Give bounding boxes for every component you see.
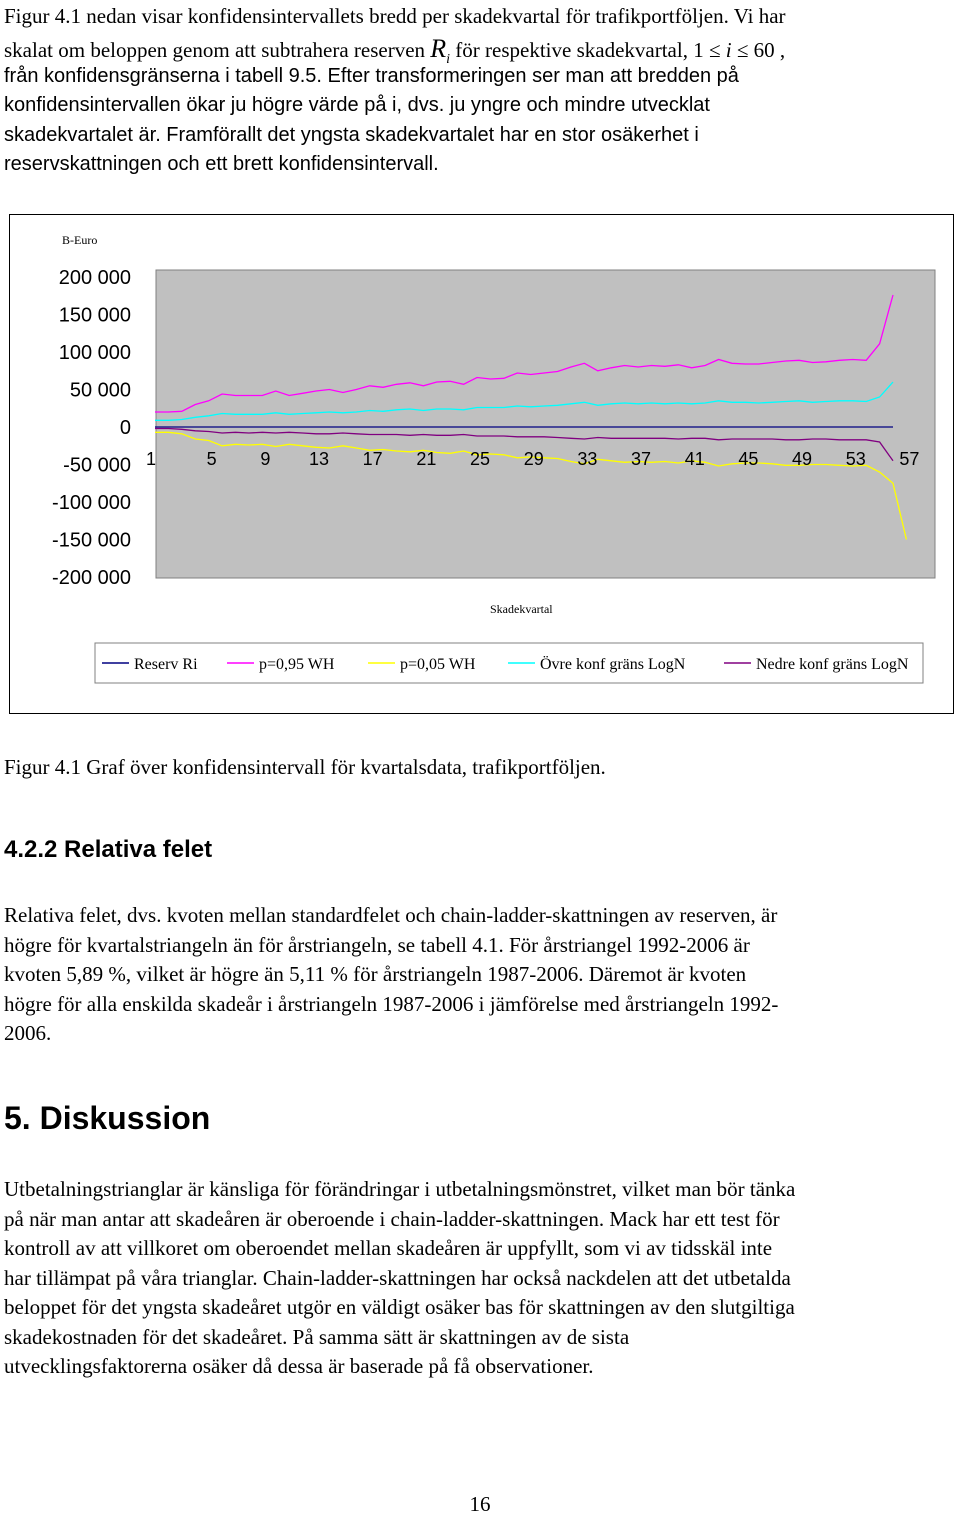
intro-paragraph	[4, 2, 958, 180]
x-tick-label: 33	[577, 449, 598, 469]
y-tick-label: 150 000	[58, 304, 131, 327]
y-tick-label: -100 000	[52, 492, 131, 514]
x-tick-label: 29	[523, 449, 544, 469]
s422-line-4: högre för alla enskilda skadeår i årstriangeln 1987-2006 i jämförelse med årstriangeln 1992-	[4, 991, 779, 1016]
legend-label: p=0,95 WH	[259, 656, 335, 673]
legend-label: p=0,05 WH	[400, 656, 476, 673]
intro-line-1: Figur 4.1 nedan visar konfidensintervallets bredd per skadekvartal för trafikportföljen. Vi har	[4, 4, 786, 28]
x-tick-label: 57	[899, 449, 920, 469]
legend-label: Nedre konf gräns LogN	[756, 656, 909, 673]
s5-line-2: på när man antar att skadeåren är oberoende i chain-ladder-skattningen. Mack har ett test för	[4, 1206, 780, 1231]
x-tick-label: 45	[738, 449, 759, 469]
s5-line-3: kontroll av att villkoret om oberoendet mellan skadeåren är uppfyllt, som vi av tidsskäl inte	[4, 1236, 773, 1260]
y-tick-label: -200 000	[52, 567, 131, 589]
index-symbol: i	[725, 37, 732, 62]
x-tick-label: 21	[416, 449, 437, 469]
y-tick-label: 50 000	[69, 379, 131, 402]
plot-area	[156, 270, 935, 578]
x-tick-label: 9	[260, 449, 271, 469]
intro-line-4: konfidensintervallen ökar ju högre värde på i, dvs. ju yngre och mindre utvecklat	[4, 94, 710, 116]
s5-line-1: Utbetalningstrianglar är känsliga för förändringar i utbetalningsmönstret, vilket man bör tänka	[4, 1177, 796, 1201]
intro-line-2-c: ≤ 60 ,	[736, 37, 786, 62]
x-tick-label: 49	[792, 449, 813, 469]
s422-line-5: 2006.	[4, 1021, 52, 1045]
y-tick-label: 200 000	[58, 267, 131, 289]
legend-label: Reserv Ri	[134, 656, 198, 673]
x-tick-label: 13	[309, 449, 330, 469]
y-axis-label: B-Euro	[62, 233, 98, 247]
s422-line-2: högre för kvartalstriangeln än för årstriangeln, se tabell 4.1. För årstriangel 1992-2006 är	[4, 932, 750, 957]
s5-line-5: beloppet för det yngsta skadeåret utgör en väldigt osäker bas för skattningen av den slutgiltiga	[4, 1295, 795, 1319]
legend-label: Övre konf gräns LogN	[540, 656, 686, 673]
s422-line-1: Relativa felet, dvs. kvoten mellan standardfelet och chain-ladder-skattningen av reserven, är	[4, 903, 778, 927]
s5-line-7: utvecklingsfaktorerna osäker då dessa är baserade på få observationer.	[4, 1354, 594, 1378]
y-tick-label: -50 000	[63, 454, 131, 477]
reserve-symbol: $R_i$	[430, 33, 451, 67]
line-chart	[10, 215, 955, 715]
x-tick-label: 53	[845, 449, 866, 469]
y-tick-label: 100 000	[58, 342, 131, 364]
x-tick-label: 37	[631, 449, 652, 469]
section-heading-5: 5. Diskussion	[4, 1100, 211, 1136]
x-axis-label: Skadekvartal	[490, 602, 553, 616]
intro-line-3: från konfidensgränserna i tabell 9.5. Efter transformeringen ser man att bredden på	[4, 64, 739, 87]
s422-line-3: kvoten 5,89 %, vilket är högre än 5,11 % för årstriangeln 1987-2006. Däremot är kvoten	[4, 962, 747, 986]
x-tick-label: 41	[684, 449, 705, 469]
s5-line-6: skadekostnaden för det skadeåret. På samma sätt är skattningen av de sista	[4, 1324, 630, 1349]
x-tick-label: 25	[470, 449, 491, 469]
intro-line-5: skadekvartalet är. Framförallt det yngsta skadekvartalet har en stor osäkerhet i	[4, 123, 699, 146]
section-4-2-2-paragraph	[4, 901, 958, 1049]
section-heading-4-2-2: 4.2.2 Relativa felet	[4, 836, 213, 863]
page-number: 16	[469, 1492, 491, 1516]
y-tick-label: -150 000	[52, 529, 131, 552]
x-tick-label: 5	[206, 449, 217, 469]
y-tick-label: 0	[119, 417, 131, 439]
s5-line-4: har tillämpat på våra trianglar. Chain-ladder-skattningen har också nackdelen att det utbetalda	[4, 1265, 791, 1290]
x-tick-label: 1	[145, 449, 157, 469]
intro-line-2-a: skalat om beloppen genom att subtrahera reserven	[4, 37, 426, 62]
section-5-paragraph	[4, 1175, 958, 1382]
chart-frame	[9, 214, 954, 714]
figure-caption: Figur 4.1 Graf över konfidensintervall för kvartalsdata, trafikportföljen.	[4, 755, 606, 779]
intro-line-2-b: för respektive skadekvartal, 1 ≤	[455, 37, 721, 62]
x-tick-label: 17	[362, 449, 383, 469]
intro-line-2	[4, 32, 958, 67]
intro-line-6: reservskattningen och ett brett konfidensintervall.	[4, 153, 439, 175]
